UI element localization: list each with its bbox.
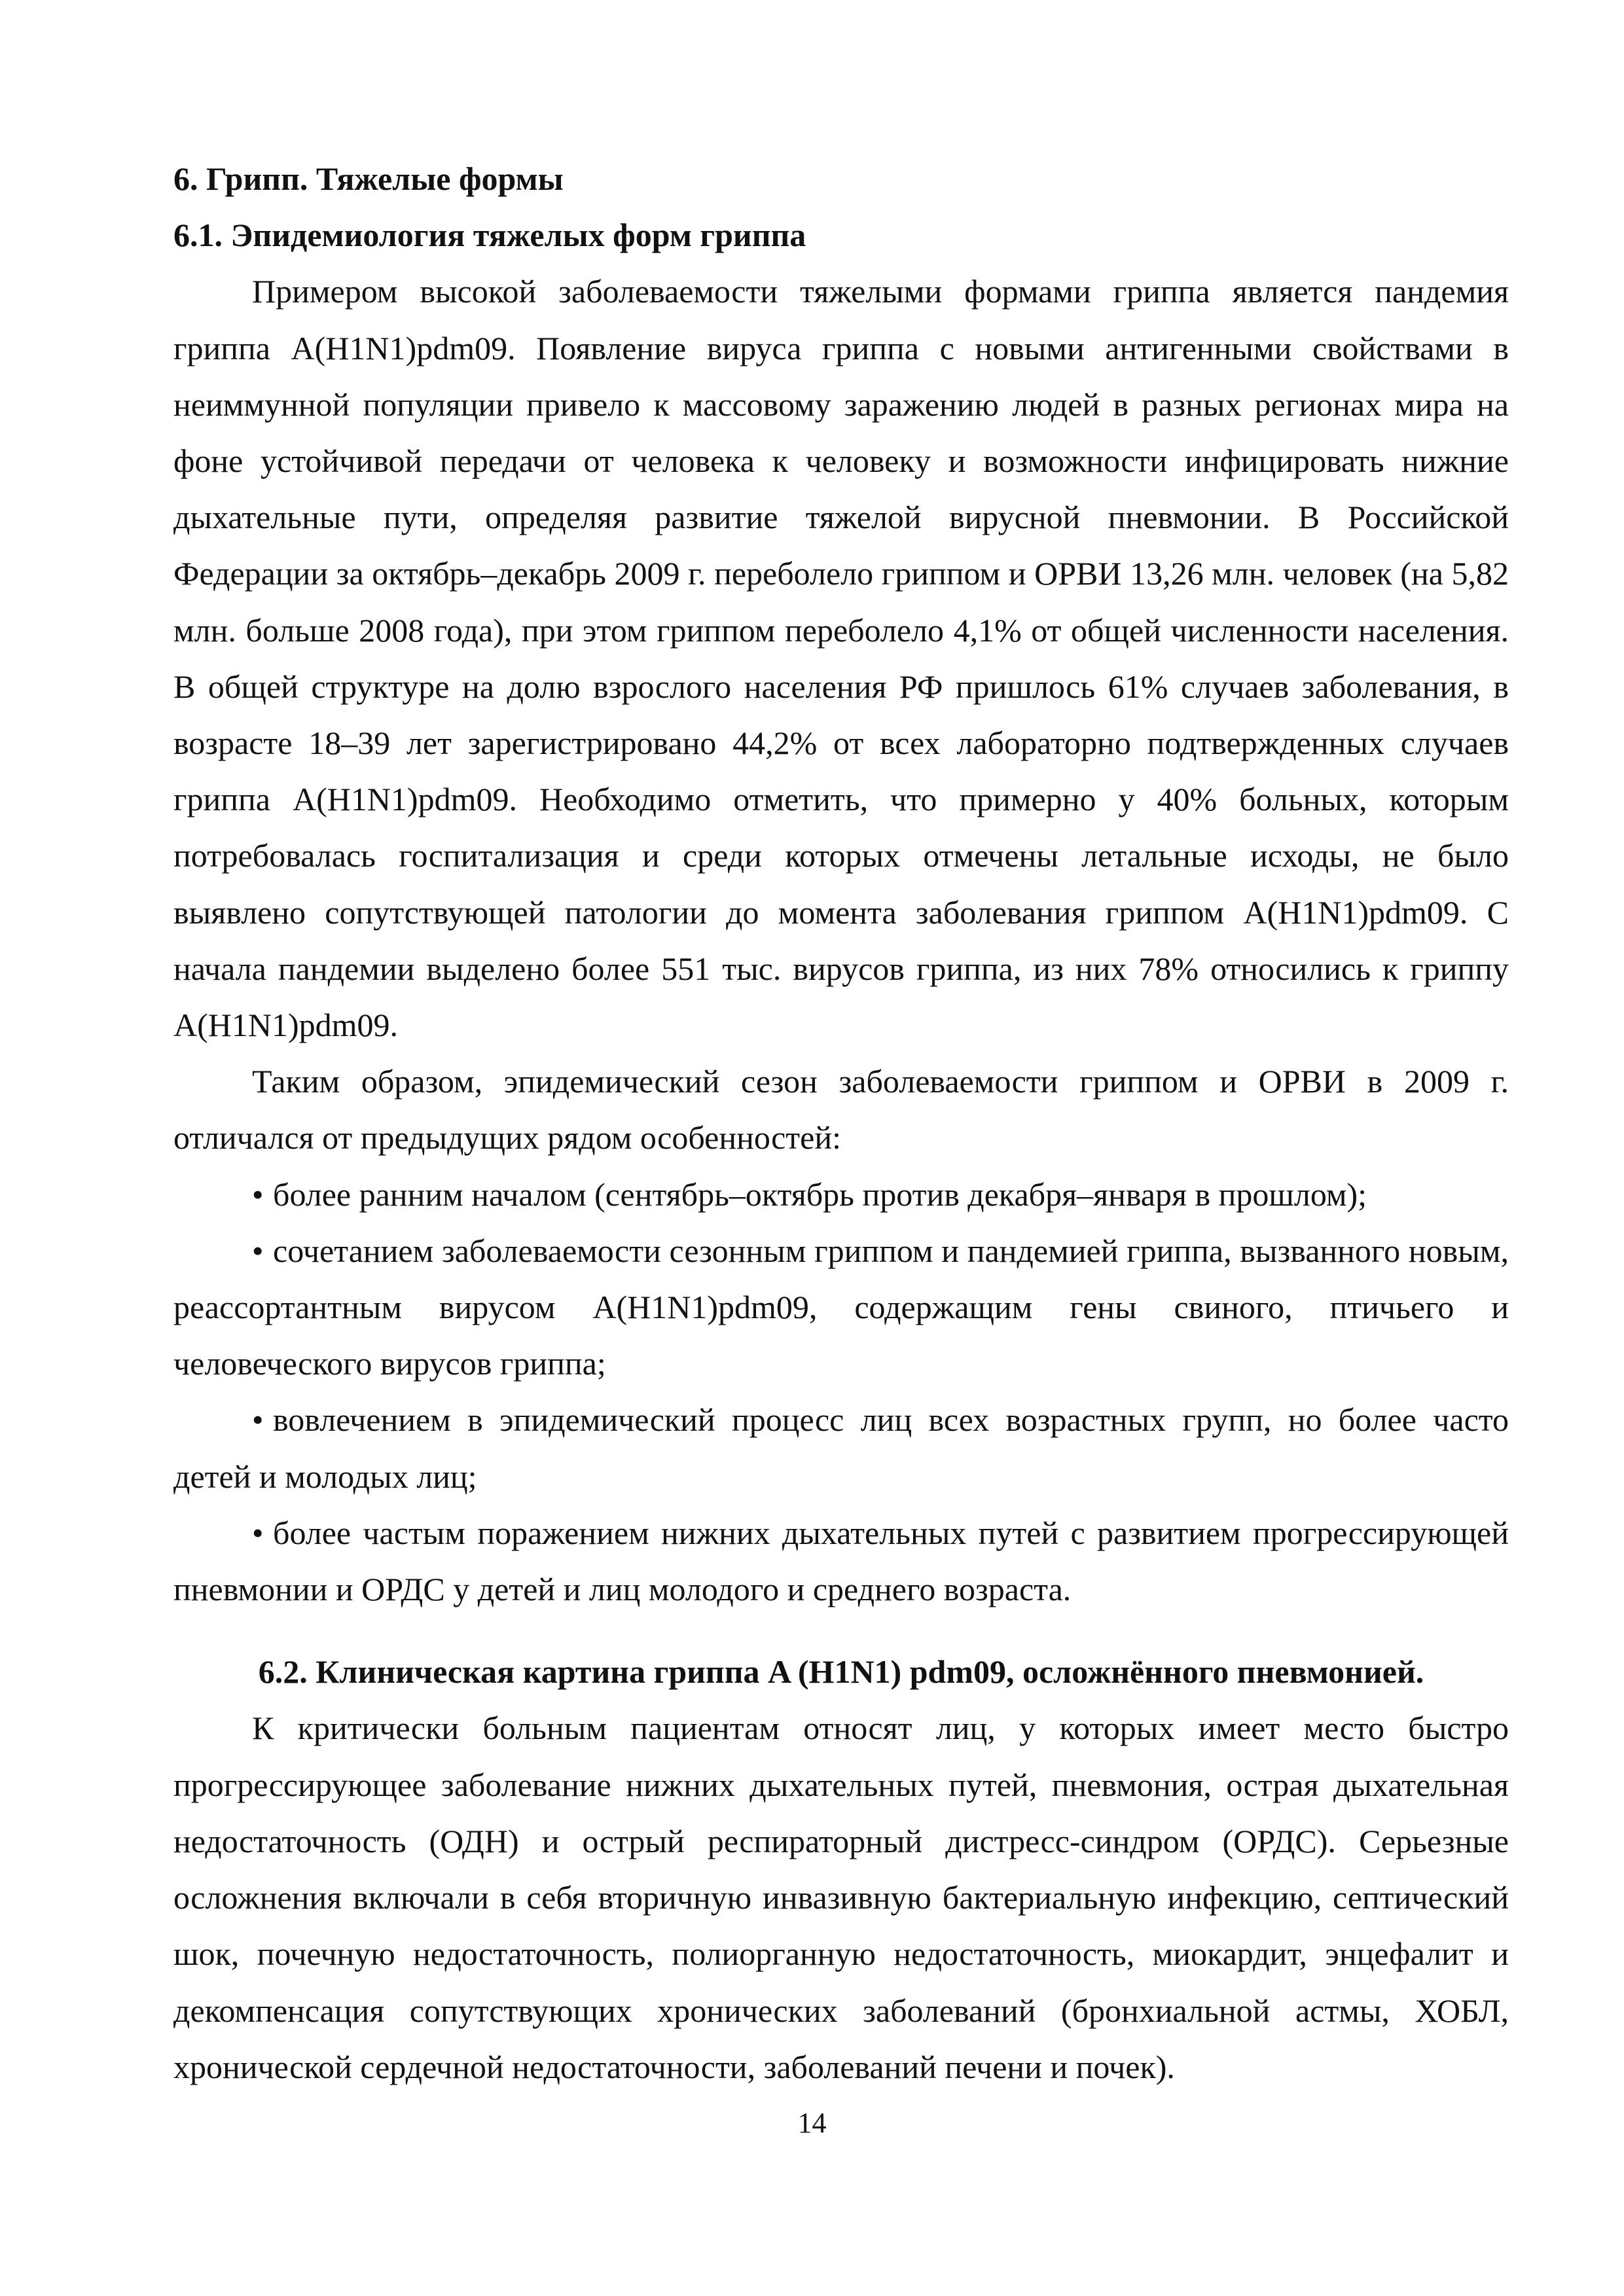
list-item-text: сочетанием заболеваемости сезонным гриппом и пандемией гриппа, вызванного новым, реассортантным вирусом A(H1N1)pdm09, содержащим гены свиного, птичьего и человеческого вирусов гриппа; <box>173 1232 1509 1382</box>
list-item <box>173 1391 1509 1504</box>
list-item-text: более ранним началом (сентябрь–октябрь против декабря–января в прошлом); <box>273 1175 1367 1213</box>
section-title: 6. Грипп. Тяжелые формы <box>173 160 564 197</box>
list-item <box>173 1166 1509 1223</box>
paragraph-epidemiology: Примером высокой заболеваемости тяжелыми формами гриппа является пандемия гриппа A(H1N1)pdm09. Появление вируса гриппа с новыми антигенными свойствами в неиммунной популяции привело к массовому заражению людей в разных регионах мира на фоне устойчивой передачи от человека к человеку и возможности инфицировать нижние дыхательные пути, определяя развитие тяжелой вирусной пневмонии. В Российской Федерации за октябрь–декабрь 2009 г. переболело гриппом и ОРВИ 13,26 млн. человек (на 5,82 млн. больше 2008 года), при этом гриппом переболело 4,1% от общей численности населения. В общей структуре на долю взрослого населения РФ пришлось 61% случаев заболевания, в возрасте 18–39 лет зарегистрировано 44,2% от всех лабораторно подтвержденных случаев гриппа A(H1N1)pdm09. Необходимо отметить, что примерно у 40% больных, которым потребовалась госпитализация и среди которых отмечены летальные исходы, не было выявлено сопутствующей патологии до момента заболевания гриппом A(H1N1)pdm09. С начала пандемии выделено более 551 тыс. вирусов гриппа, из них 78% относились к гриппу A(H1N1)pdm09. <box>173 273 1509 1044</box>
list-item <box>173 1223 1509 1392</box>
page-number: 14 <box>797 2107 827 2139</box>
bullet-icon: • <box>252 1514 264 1551</box>
subsection-title-epidemiology: 6.1. Эпидемиология тяжелых форм гриппа <box>173 217 806 254</box>
paragraph-season-features: Таким образом, эпидемический сезон заболеваемости гриппом и ОРВИ в 2009 г. отличался от предыдущих рядом особенностей: <box>173 1063 1509 1157</box>
bullet-icon: • <box>252 1401 264 1439</box>
bullet-icon: • <box>252 1232 264 1269</box>
subsection-title-clinical: 6.2. Клиническая картина гриппа A (H1N1) pdm09, осложнённого пневмонией. <box>258 1653 1424 1691</box>
list-item-text: более частым поражением нижних дыхательных путей с развитием прогрессирующей пневмонии и ОРДС у детей и лиц молодого и среднего возраста. <box>173 1514 1509 1608</box>
bullet-icon: • <box>252 1175 264 1213</box>
list-item <box>173 1505 1509 1617</box>
paragraph-clinical: К критически больным пациентам относят лиц, у которых имеет место быстро прогрессирующее заболевание нижних дыхательных путей, пневмония, острая дыхательная недостаточность (ОДН) и острый респираторный дистресс-синдром (ОРДС). Серьезные осложнения включали в себя вторичную инвазивную бактериальную инфекцию, септический шок, почечную недостаточность, полиорганную недостаточность, миокардит, энцефалит и декомпенсация сопутствующих хронических заболеваний (бронхиальной астмы, ХОБЛ, хронической сердечной недостаточности, заболеваний печени и почек). <box>173 1710 1509 2085</box>
list-item-text: вовлечением в эпидемический процесс лиц всех возрастных групп, но более часто детей и молодых лиц; <box>173 1401 1509 1495</box>
document-page <box>173 151 1509 2095</box>
